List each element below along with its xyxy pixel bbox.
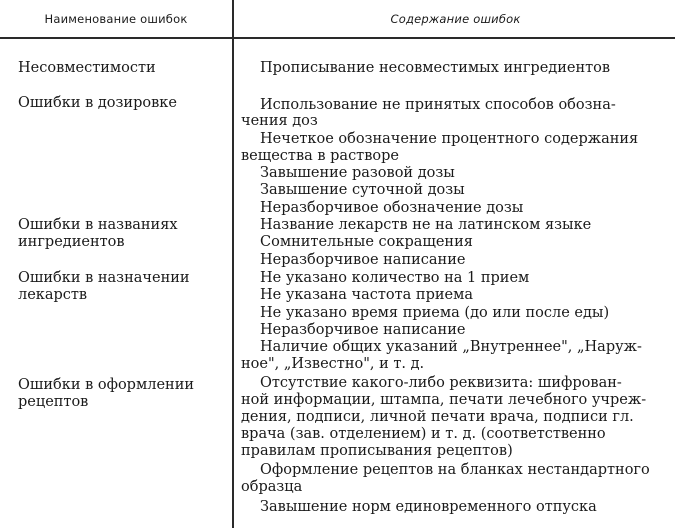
error-item: Неразборчивое написание: [260, 252, 466, 268]
category-prescription-errors-line2: лекарств: [18, 287, 88, 303]
header-error-name: Наименование ошибок: [44, 12, 188, 26]
error-item-continuation: дения, подписи, личной печати врача, подписи гл.: [241, 409, 634, 425]
error-item-continuation: вещества в растворе: [241, 148, 399, 164]
error-item: Сомнительные сокращения: [260, 234, 473, 250]
error-item: Оформление рецептов на бланках нестандартного: [260, 462, 650, 478]
error-item: Не указано количество на 1 прием: [260, 270, 530, 286]
error-item: Завышение разовой дозы: [260, 165, 455, 181]
error-item: Прописывание несовместимых ингредиентов: [260, 60, 611, 76]
error-item: Не указана частота приема: [260, 287, 474, 303]
category-name-errors-line2: ингредиентов: [18, 234, 125, 250]
error-item: Нечеткое обозначение процентного содержания: [260, 131, 639, 147]
error-item-continuation: чения доз: [241, 113, 318, 129]
error-item-continuation: ной информации, штампа, печати лечебного учреж-: [241, 392, 647, 408]
error-item-continuation: правилам прописывания рецептов): [241, 443, 513, 459]
header-divider: [0, 37, 675, 39]
category-prescription-errors: Ошибки в назначении: [18, 270, 190, 286]
error-item: Неразборчивое обозначение дозы: [260, 200, 524, 216]
error-item: Использование не принятых способов обозна-: [260, 97, 616, 113]
header-error-content: Содержание ошибок: [390, 12, 521, 26]
error-item-continuation: врача (зав. отделением) и т. д. (соответственно: [241, 426, 606, 442]
error-item: Название лекарств не на латинском языке: [260, 217, 592, 233]
error-item: Не указано время приема (до или после еды): [260, 305, 610, 321]
error-item-continuation: ное", „Известно", и т. д.: [241, 356, 425, 372]
category-formatting-errors-line2: рецептов: [18, 394, 89, 410]
error-item: Завышение суточной дозы: [260, 182, 465, 198]
category-name-errors: Ошибки в названиях: [18, 217, 178, 233]
category-formatting-errors: Ошибки в оформлении: [18, 377, 195, 393]
category-dosage-errors: Ошибки в дозировке: [18, 95, 177, 111]
error-item: Наличие общих указаний „Внутреннее", „Наруж-: [260, 339, 642, 355]
category-incompatibilities: Несовместимости: [18, 60, 156, 76]
error-item: Отсутствие какого-либо реквизита: шифрован-: [260, 375, 622, 391]
error-item: Неразборчивое написание: [260, 322, 466, 338]
error-item-continuation: образца: [241, 479, 303, 495]
column-divider: [232, 0, 234, 528]
error-item: Завышение норм единовременного отпуска: [260, 499, 597, 515]
